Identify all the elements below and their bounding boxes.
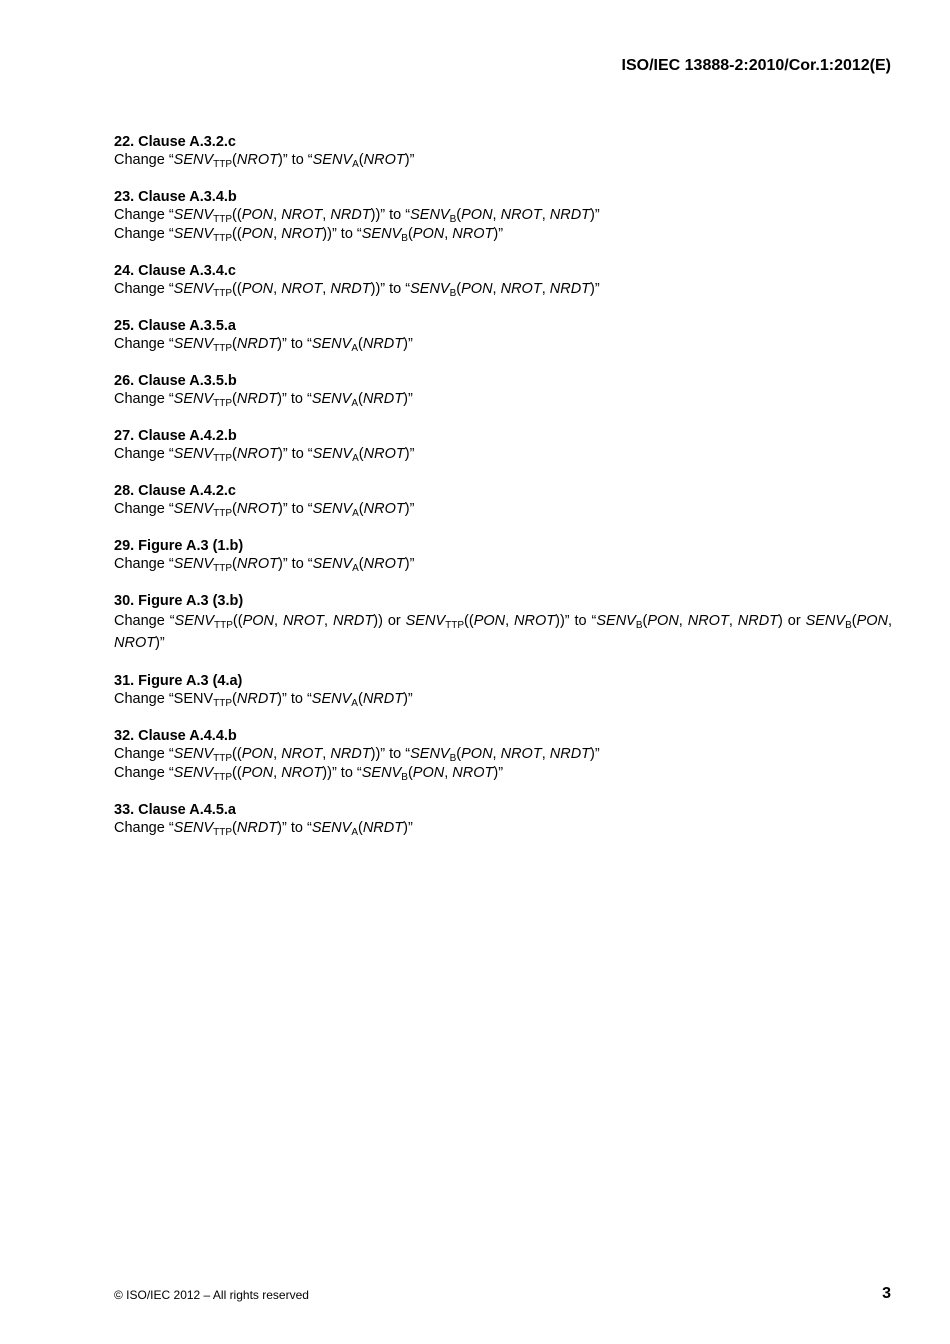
italic-term: NROT: [452, 226, 494, 242]
italic-term: SENV: [173, 446, 214, 462]
text-run: (: [232, 501, 237, 517]
clause-title: 30. Figure A.3 (3.b): [114, 593, 244, 609]
italic-term: SENV: [361, 226, 402, 242]
subscript: TTP: [213, 398, 233, 409]
text-run: (: [456, 207, 462, 223]
italic-term: NRDT: [362, 820, 404, 836]
change-instruction: [114, 445, 892, 464]
text-run: )” to “: [277, 391, 312, 407]
text-run: ((: [232, 207, 242, 223]
text-run: ,: [492, 207, 501, 223]
text-run: Change “: [114, 226, 174, 242]
subscript: TTP: [213, 508, 233, 519]
italic-term: SENV: [311, 820, 352, 836]
text-run: )” to “: [277, 501, 313, 517]
text-run: ((: [232, 281, 242, 297]
subscript: B: [449, 214, 457, 225]
italic-term: NROT: [500, 746, 542, 762]
text-run: )”: [155, 635, 165, 651]
corrigendum-content: [114, 133, 892, 856]
text-run: )”: [404, 446, 415, 462]
subscript: B: [449, 288, 457, 299]
subscript: B: [845, 620, 852, 631]
italic-term: SENV: [174, 613, 215, 629]
italic-term: NROT: [500, 207, 542, 223]
text-run: )”: [404, 556, 415, 572]
text-run: ,: [728, 613, 738, 629]
text-run: )”: [590, 281, 600, 297]
clause-block: [114, 801, 892, 838]
text-run: ,: [273, 281, 282, 297]
text-run: (: [407, 765, 413, 781]
text-run: ((: [232, 226, 242, 242]
italic-term: PON: [461, 281, 493, 297]
text-run: ,: [888, 613, 893, 629]
text-run: ((: [232, 765, 242, 781]
change-instruction: [114, 206, 892, 225]
clause-title: 32. Clause A.4.4.b: [114, 728, 237, 744]
change-instruction: [114, 745, 892, 764]
italic-term: SENV: [361, 765, 402, 781]
italic-term: NROT: [282, 613, 325, 629]
italic-term: SENV: [173, 281, 214, 297]
italic-term: PON: [473, 613, 506, 629]
italic-term: NROT: [236, 556, 278, 572]
text-run: )” to “: [277, 556, 313, 572]
italic-term: NROT: [452, 765, 494, 781]
italic-term: NROT: [114, 635, 156, 651]
subscript: A: [352, 453, 359, 464]
text-run: ))” to “: [555, 613, 597, 629]
text-run: )”: [590, 207, 600, 223]
italic-term: NROT: [363, 446, 405, 462]
text-run: ,: [541, 281, 550, 297]
page-number: 3: [882, 1285, 891, 1302]
italic-term: NROT: [281, 226, 323, 242]
subscript: TTP: [213, 563, 233, 574]
italic-term: NROT: [363, 556, 405, 572]
document-id-header: ISO/IEC 13888-2:2010/Cor.1:2012(E): [621, 57, 891, 74]
clause-title: 25. Clause A.3.5.a: [114, 318, 236, 334]
text-run: ,: [322, 207, 331, 223]
subscript: A: [351, 698, 358, 709]
italic-term: NROT: [236, 501, 278, 517]
text-run: Change “SENV: [114, 691, 214, 707]
italic-term: NRDT: [549, 746, 591, 762]
italic-term: NROT: [514, 613, 556, 629]
change-instruction: [114, 610, 892, 654]
text-run: ((: [232, 746, 242, 762]
subscript: TTP: [213, 159, 233, 170]
italic-term: NRDT: [362, 336, 404, 352]
clause-title: 23. Clause A.3.4.b: [114, 189, 237, 205]
text-run: (: [232, 820, 237, 836]
clause-block: [114, 592, 892, 654]
subscript: A: [352, 563, 359, 574]
italic-term: SENV: [405, 613, 446, 629]
clause-block: [114, 262, 892, 299]
italic-term: NRDT: [330, 746, 371, 762]
text-run: ))” to “: [370, 746, 411, 762]
italic-term: SENV: [312, 501, 353, 517]
text-run: (: [232, 336, 237, 352]
italic-term: PON: [241, 207, 274, 223]
italic-term: SENV: [173, 765, 214, 781]
italic-term: SENV: [173, 820, 214, 836]
subscript: B: [401, 772, 408, 783]
text-run: ,: [322, 746, 331, 762]
text-run: )”: [493, 226, 504, 242]
text-run: ,: [492, 746, 501, 762]
italic-term: SENV: [410, 281, 450, 297]
italic-term: SENV: [173, 556, 214, 572]
text-run: ,: [444, 765, 453, 781]
text-run: Change “: [114, 556, 174, 572]
text-run: (: [851, 613, 857, 629]
italic-term: PON: [241, 281, 274, 297]
italic-term: PON: [242, 613, 275, 629]
change-instruction: [114, 151, 892, 170]
clause-block: [114, 372, 892, 409]
text-run: ))” to “: [370, 281, 411, 297]
text-run: ,: [541, 207, 550, 223]
subscript: A: [351, 827, 358, 838]
subscript: TTP: [213, 233, 233, 244]
italic-term: SENV: [311, 691, 352, 707]
clause-block: [114, 672, 892, 709]
text-run: Change “: [114, 152, 174, 168]
change-instruction: [114, 819, 892, 838]
subscript: A: [351, 343, 358, 354]
footer-copyright: © ISO/IEC 2012 – All rights reserved: [114, 1288, 309, 1302]
change-instruction: [114, 335, 892, 354]
italic-term: NROT: [236, 446, 278, 462]
italic-term: SENV: [173, 152, 214, 168]
subscript: TTP: [214, 620, 233, 631]
italic-term: NRDT: [330, 207, 371, 223]
text-run: Change “: [114, 820, 174, 836]
text-run: (: [357, 391, 363, 407]
clause-title: 29. Figure A.3 (1.b): [114, 538, 244, 554]
clause-block: [114, 188, 892, 244]
italic-term: PON: [241, 746, 274, 762]
italic-term: NRDT: [362, 691, 404, 707]
italic-term: PON: [647, 613, 679, 629]
text-run: (: [357, 691, 363, 707]
clause-block: [114, 727, 892, 783]
text-run: (: [357, 820, 363, 836]
clause-title: 27. Clause A.4.2.b: [114, 428, 237, 444]
italic-term: NROT: [281, 746, 323, 762]
text-run: )”: [403, 691, 413, 707]
subscript: TTP: [213, 772, 233, 783]
text-run: (: [232, 556, 237, 572]
text-run: Change “: [114, 613, 175, 629]
italic-term: NRDT: [332, 613, 374, 629]
text-run: Change “: [114, 746, 174, 762]
italic-term: SENV: [173, 336, 214, 352]
italic-term: PON: [241, 226, 274, 242]
text-run: ,: [324, 613, 333, 629]
subscript: TTP: [213, 753, 233, 764]
italic-term: PON: [461, 746, 493, 762]
italic-term: SENV: [312, 152, 353, 168]
text-run: ,: [444, 226, 453, 242]
italic-term: SENV: [173, 746, 214, 762]
italic-term: NRDT: [549, 207, 591, 223]
italic-term: SENV: [312, 446, 353, 462]
text-run: (: [642, 613, 648, 629]
text-run: ))” to “: [370, 207, 411, 223]
text-run: (: [232, 391, 237, 407]
clause-title: 33. Clause A.4.5.a: [114, 802, 236, 818]
text-run: )”: [403, 336, 413, 352]
italic-term: PON: [461, 207, 493, 223]
text-run: ,: [322, 281, 331, 297]
text-run: Change “: [114, 446, 174, 462]
text-run: ((: [232, 613, 243, 629]
text-run: )”: [493, 765, 504, 781]
subscript: TTP: [213, 453, 233, 464]
italic-term: SENV: [311, 336, 352, 352]
change-instruction: [114, 764, 892, 783]
text-run: (: [358, 556, 364, 572]
clause-title: 28. Clause A.4.2.c: [114, 483, 236, 499]
text-run: Change “: [114, 501, 174, 517]
subscript: A: [352, 508, 359, 519]
change-instruction: [114, 390, 892, 409]
italic-term: NRDT: [737, 613, 779, 629]
italic-term: NROT: [281, 765, 323, 781]
text-run: )) or: [373, 613, 406, 629]
text-run: Change “: [114, 391, 174, 407]
clause-block: [114, 482, 892, 519]
text-run: )”: [403, 820, 413, 836]
italic-term: NRDT: [236, 691, 278, 707]
italic-term: NRDT: [549, 281, 591, 297]
clause-title: 24. Clause A.3.4.c: [114, 263, 236, 279]
text-run: (: [456, 746, 462, 762]
clause-block: [114, 317, 892, 354]
change-instruction: [114, 280, 892, 299]
text-run: (: [232, 691, 237, 707]
italic-term: NROT: [687, 613, 729, 629]
clause-title: 31. Figure A.3 (4.a): [114, 673, 243, 689]
italic-term: NROT: [363, 152, 405, 168]
text-run: ))” to “: [322, 765, 362, 781]
text-run: Change “: [114, 207, 174, 223]
text-run: )” to “: [277, 820, 312, 836]
text-run: )” to “: [277, 152, 313, 168]
text-run: ))” to “: [322, 226, 362, 242]
italic-term: SENV: [312, 556, 353, 572]
italic-term: NROT: [281, 281, 323, 297]
subscript: A: [351, 398, 358, 409]
italic-term: NRDT: [236, 820, 278, 836]
italic-term: NROT: [236, 152, 278, 168]
italic-term: NROT: [281, 207, 323, 223]
text-run: Change “: [114, 765, 174, 781]
italic-term: NRDT: [362, 391, 404, 407]
subscript: B: [401, 233, 408, 244]
text-run: Change “: [114, 336, 174, 352]
italic-term: NROT: [500, 281, 542, 297]
text-run: ,: [274, 613, 283, 629]
text-run: ,: [273, 765, 282, 781]
italic-term: PON: [412, 765, 445, 781]
clause-title: 22. Clause A.3.2.c: [114, 134, 236, 150]
italic-term: SENV: [410, 746, 450, 762]
text-run: )” to “: [277, 446, 313, 462]
clause-block: [114, 133, 892, 170]
text-run: (: [456, 281, 462, 297]
text-run: ,: [505, 613, 515, 629]
italic-term: NROT: [363, 501, 405, 517]
change-instruction: [114, 500, 892, 519]
text-run: (: [357, 336, 363, 352]
italic-term: SENV: [311, 391, 352, 407]
subscript: A: [352, 159, 359, 170]
text-run: ((: [464, 613, 474, 629]
subscript: TTP: [213, 288, 233, 299]
italic-term: SENV: [805, 613, 846, 629]
italic-term: SENV: [173, 226, 214, 242]
text-run: (: [358, 152, 364, 168]
text-run: ,: [273, 226, 282, 242]
text-run: (: [232, 152, 237, 168]
change-instruction: [114, 225, 892, 244]
text-run: )”: [590, 746, 600, 762]
subscript: TTP: [213, 343, 233, 354]
text-run: Change “: [114, 281, 174, 297]
subscript: B: [635, 620, 643, 631]
italic-term: SENV: [173, 501, 214, 517]
text-run: )”: [404, 501, 415, 517]
subscript: TTP: [213, 827, 233, 838]
italic-term: NRDT: [236, 391, 278, 407]
subscript: TTP: [213, 214, 233, 225]
text-run: ,: [492, 281, 501, 297]
clause-block: [114, 427, 892, 464]
italic-term: NRDT: [330, 281, 371, 297]
italic-term: SENV: [596, 613, 636, 629]
italic-term: PON: [856, 613, 889, 629]
italic-term: PON: [241, 765, 274, 781]
text-run: )” to “: [277, 336, 312, 352]
text-run: (: [358, 446, 364, 462]
change-instruction: [114, 555, 892, 574]
text-run: )” to “: [277, 691, 312, 707]
text-run: ,: [273, 746, 282, 762]
text-run: ,: [273, 207, 282, 223]
italic-term: PON: [412, 226, 445, 242]
subscript: B: [449, 753, 457, 764]
text-run: (: [358, 501, 364, 517]
text-run: ,: [541, 746, 550, 762]
italic-term: SENV: [173, 391, 214, 407]
italic-term: NRDT: [236, 336, 278, 352]
clause-title: 26. Clause A.3.5.b: [114, 373, 237, 389]
italic-term: SENV: [410, 207, 450, 223]
change-instruction: [114, 690, 892, 709]
text-run: ,: [678, 613, 688, 629]
subscript: TTP: [213, 698, 233, 709]
italic-term: SENV: [173, 207, 214, 223]
text-run: (: [407, 226, 413, 242]
subscript: TTP: [445, 620, 465, 631]
text-run: (: [232, 446, 237, 462]
clause-block: [114, 537, 892, 574]
text-run: )”: [403, 391, 413, 407]
text-run: ) or: [778, 613, 806, 629]
text-run: )”: [404, 152, 415, 168]
